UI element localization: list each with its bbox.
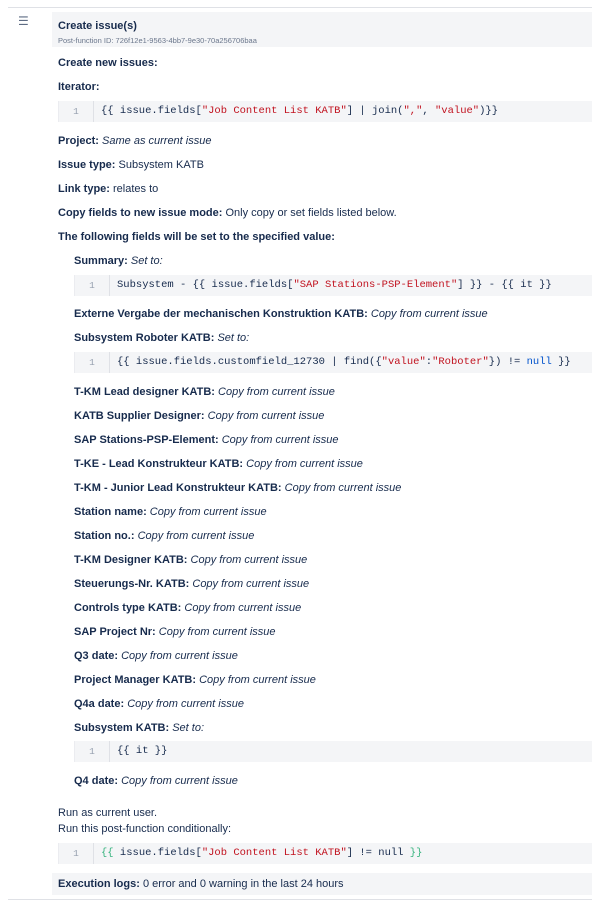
subsystem-roboter-row: Subsystem Roboter KATB: Set to: bbox=[74, 332, 250, 344]
run-as-text: Run as current user. bbox=[58, 807, 158, 819]
postfunction-title: Create issue(s) bbox=[58, 20, 137, 32]
condition-code-block[interactable] bbox=[58, 843, 592, 864]
iterator-code-block[interactable] bbox=[58, 101, 592, 122]
field-row: T-KM Lead designer KATB: Copy from current issue bbox=[74, 386, 335, 398]
field-row: Station no.: Copy from current issue bbox=[74, 530, 255, 542]
create-new-issues-heading: Create new issues: bbox=[58, 57, 158, 69]
line-number: 1 bbox=[75, 352, 110, 373]
postfunction-header bbox=[52, 12, 592, 47]
field-row: Project Manager KATB: Copy from current issue bbox=[74, 674, 316, 686]
execution-logs-row: Execution logs: 0 error and 0 warning in the last 24 hours bbox=[58, 878, 344, 890]
subsystem-roboter-code-block[interactable] bbox=[74, 352, 592, 373]
subsystem-katb-code-block[interactable] bbox=[74, 741, 592, 762]
postfunction-panel bbox=[52, 12, 592, 899]
field-row: KATB Supplier Designer: Copy from current issue bbox=[74, 410, 325, 422]
field-row: Steuerungs-Nr. KATB: Copy from current issue bbox=[74, 578, 310, 590]
summary-code: Subsystem - {{ issue.fields["SAP Stations-PSP-Element"] }} - {{ it }} bbox=[117, 279, 552, 291]
summary-code-block[interactable] bbox=[74, 275, 592, 296]
summary-row: Summary: Set to: bbox=[74, 255, 163, 267]
execution-logs-bar[interactable] bbox=[52, 873, 592, 895]
line-number: 1 bbox=[59, 101, 94, 122]
issue-type-row: Issue type: Subsystem KATB bbox=[58, 159, 204, 171]
field-row: SAP Stations-PSP-Element: Copy from current issue bbox=[74, 434, 339, 446]
q4-date-row: Q4 date: Copy from current issue bbox=[74, 775, 238, 787]
field-row: Q4a date: Copy from current issue bbox=[74, 698, 244, 710]
externe-vergabe-row: Externe Vergabe der mechanischen Konstruktion KATB: Copy from current issue bbox=[74, 308, 488, 320]
copy-mode-row: Copy fields to new issue mode: Only copy or set fields listed below. bbox=[58, 207, 397, 219]
project-row: Project: Same as current issue bbox=[58, 135, 212, 147]
drag-handle-icon[interactable]: ☰ bbox=[18, 14, 29, 28]
fields-heading: The following fields will be set to the specified value: bbox=[58, 231, 335, 243]
subsystem-katb-code: {{ it }} bbox=[117, 745, 168, 757]
iterator-label: Iterator: bbox=[58, 81, 100, 93]
line-number: 1 bbox=[75, 741, 110, 762]
subsystem-katb-row: Subsystem KATB: Set to: bbox=[74, 722, 205, 734]
run-conditionally-text: Run this post-function conditionally: bbox=[58, 823, 232, 835]
field-row: T-KM Designer KATB: Copy from current issue bbox=[74, 554, 308, 566]
field-row: SAP Project Nr: Copy from current issue bbox=[74, 626, 276, 638]
field-row: T-KM - Junior Lead Konstrukteur KATB: Copy from current issue bbox=[74, 482, 402, 494]
iterator-code: {{ issue.fields["Job Content List KATB"] | join(",", "value")}} bbox=[101, 105, 499, 117]
line-number: 1 bbox=[59, 843, 94, 864]
field-row: Station name: Copy from current issue bbox=[74, 506, 267, 518]
field-row: Q3 date: Copy from current issue bbox=[74, 650, 238, 662]
subsystem-roboter-code: {{ issue.fields.customfield_12730 | find({"value":"Roboter"}) != null }} bbox=[117, 356, 571, 368]
top-divider bbox=[8, 7, 592, 8]
field-row: T-KE - Lead Konstrukteur KATB: Copy from current issue bbox=[74, 458, 363, 470]
postfunction-id: Post-function ID: 726f12e1-9563-4bb7-9e30-70a256706baa bbox=[58, 36, 257, 45]
condition-code: {{ issue.fields["Job Content List KATB"] != null }} bbox=[101, 847, 423, 859]
link-type-row: Link type: relates to bbox=[58, 183, 159, 195]
field-row: Controls type KATB: Copy from current issue bbox=[74, 602, 302, 614]
bottom-divider bbox=[8, 899, 592, 900]
line-number: 1 bbox=[75, 275, 110, 296]
